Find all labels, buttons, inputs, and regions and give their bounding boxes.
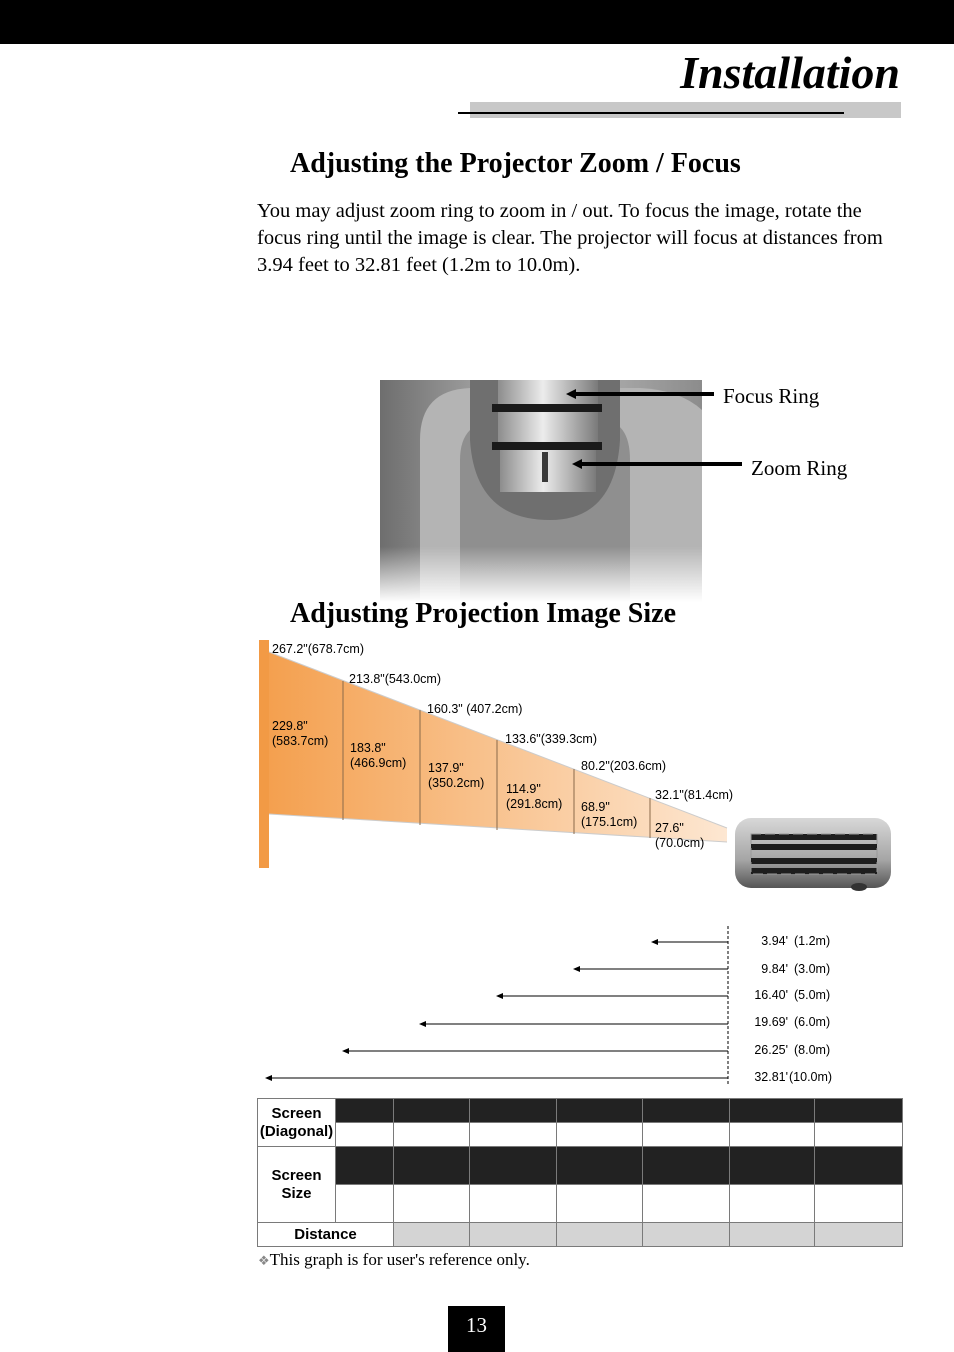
distance-feet: 16.40' [754, 988, 788, 1002]
image-size-heading: Adjusting Projection Image Size [290, 598, 676, 629]
distance-feet: 19.69' [754, 1015, 788, 1029]
section-title: Installation [680, 47, 900, 98]
projector-illustration [735, 818, 891, 891]
max-size-label: 32.1"(81.4cm) [655, 788, 734, 802]
distance-meters: (5.0m) [794, 988, 831, 1002]
max-size-label: 160.3" (407.2cm) [427, 702, 523, 716]
max-size-label: 267.2"(678.7cm) [272, 642, 364, 656]
distance-feet: 26.25' [754, 1043, 788, 1057]
bullet-icon: ❖ [258, 1253, 270, 1268]
distance-meters: (1.2m) [794, 934, 831, 948]
min-size-value: 229.8" [272, 719, 308, 733]
row-label-screen-diagonal: Screen (Diagonal) [258, 1099, 336, 1147]
max-size-label: 213.8"(543.0cm) [349, 672, 441, 686]
min-size-label [350, 741, 406, 771]
min-size-metric: (583.7cm) [272, 734, 329, 748]
row-label-distance: Distance [258, 1223, 394, 1247]
projection-beam [269, 652, 727, 842]
min-size-value: 114.9" [506, 782, 541, 796]
min-size-label [581, 800, 637, 830]
min-size-metric: (70.0cm) [655, 836, 705, 850]
min-size-value: 183.8" [350, 741, 386, 755]
focus-ring-label: Focus Ring [723, 384, 820, 408]
min-size-metric: (466.9cm) [350, 756, 407, 770]
max-size-label: 133.6"(339.3cm) [505, 732, 597, 746]
max-size-label: 80.2"(203.6cm) [581, 759, 667, 773]
row-label-screen-size: Screen Size [258, 1147, 336, 1223]
distance-arrows [257, 926, 737, 1086]
min-size-value: 137.9" [428, 761, 464, 775]
header-bar [0, 0, 954, 44]
screen-bar [259, 640, 269, 868]
min-size-label [272, 719, 328, 749]
min-size-metric: (350.2cm) [428, 776, 485, 790]
min-size-value: 68.9" [581, 800, 610, 814]
min-size-label [428, 761, 484, 791]
zoom-focus-paragraph: You may adjust zoom ring to zoom in / out. To focus the image, rotate the focus ring until the image is clear. The projector will focus at distances from 3.94 feet to 32.81 feet (1.2m to 10.0m). [257, 200, 883, 276]
min-size-label [655, 821, 704, 851]
zoom-ring-label: Zoom Ring [751, 456, 848, 480]
size-table [257, 1098, 903, 1247]
distance-feet: 9.84' [761, 962, 788, 976]
language-text: English [836, 10, 910, 36]
min-size-label [506, 782, 562, 812]
distance-feet: 32.81' [754, 1070, 788, 1084]
zoom-focus-heading: Adjusting the Projector Zoom / Focus [290, 148, 741, 179]
footnote [258, 1250, 530, 1270]
min-size-metric: (175.1cm) [581, 815, 638, 829]
distance-meters: (3.0m) [794, 962, 831, 976]
page-number: 13 [448, 1306, 505, 1352]
language-label [837, 10, 910, 37]
min-size-metric: (291.8cm) [506, 797, 563, 811]
min-size-value: 27.6" [655, 821, 684, 835]
distance-meters: (8.0m) [794, 1043, 831, 1057]
footnote-text: This graph is for user's reference only. [269, 1250, 530, 1269]
distance-meters: (10.0m) [789, 1070, 833, 1084]
distance-feet: 3.94' [761, 934, 788, 948]
distance-meters: (6.0m) [794, 1015, 831, 1029]
title-underline-line [458, 112, 844, 114]
title-underline-bar [470, 102, 901, 118]
